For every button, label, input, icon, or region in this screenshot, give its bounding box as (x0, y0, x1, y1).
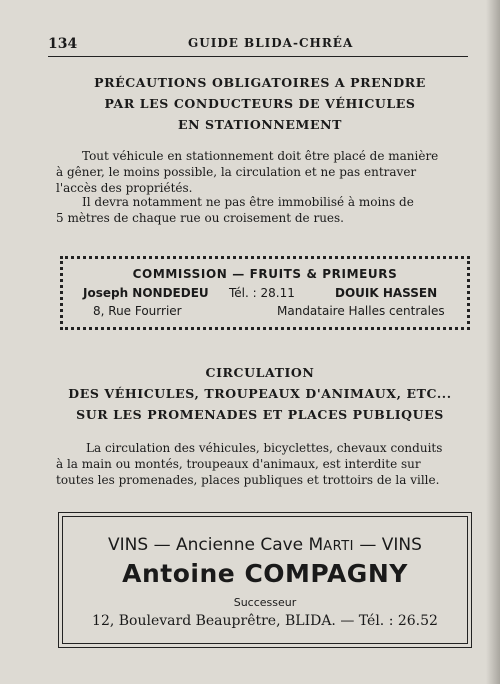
paragraph-line: à la main ou montés, troupeaux d'animaux, est interdite sur (56, 457, 421, 471)
paragraph-line: 5 mètres de chaque rue ou croisement de rues. (56, 211, 344, 225)
paragraph-line: toutes les promenades, places publiques et trottoirs de la ville. (56, 473, 440, 487)
running-head: GUIDE BLIDA-CHRÉA (188, 36, 354, 50)
paragraph-parking-1 (56, 148, 468, 196)
title-line: EN STATIONNEMENT (177, 117, 343, 132)
paragraph-parking-2 (56, 194, 468, 226)
ad-wine-heading-end: — VINS (353, 535, 422, 555)
ad-role: Mandataire Halles centrales (277, 304, 445, 318)
ad-wine-heading (63, 535, 467, 555)
ad-merchant-name: Antoine COMPAGNY (122, 559, 408, 588)
section-title-circulation (50, 362, 470, 425)
ad-phone: Tél. : 28.11 (229, 286, 295, 300)
advertisement-vins-compagny (62, 516, 468, 644)
ad-right-name: DOUIK HASSEN (335, 286, 438, 300)
paragraph-line: l'accès des propriétés. (56, 181, 193, 195)
title-line: PRÉCAUTIONS OBLIGATOIRES A PRENDRE (94, 75, 426, 90)
paragraph-line: Il devra notamment ne pas être immobilisé à moins de (82, 195, 414, 209)
title-line: DES VÉHICULES, TROUPEAUX D'ANIMAUX, ETC... (68, 386, 452, 401)
ad-wine-heading-smallcaps: ARTI (323, 539, 354, 554)
advertisement-fruits-primeurs (60, 256, 470, 330)
ad-successor: Successeur (233, 596, 297, 609)
paragraph-line: La circulation des véhicules, bicyclettes, chevaux conduits (86, 441, 443, 455)
section-title-parking (50, 72, 470, 135)
page-number: 134 (48, 36, 78, 52)
paragraph-circulation (56, 440, 468, 488)
ad-left-name: Joseph NONDEDEU (83, 286, 209, 300)
ad-address-phone: 12, Boulevard Beauprêtre, BLIDA. — Tél. : 26.52 (92, 613, 438, 629)
title-line: SUR LES PROMENADES ET PLACES PUBLIQUES (76, 407, 444, 422)
ad-title: COMMISSION — FRUITS & PRIMEURS (132, 267, 398, 281)
paragraph-line: Tout véhicule en stationnement doit être placé de manière (82, 149, 439, 163)
ad-wine-heading-start: VINS — Ancienne Cave M (108, 535, 324, 555)
page-header (48, 34, 468, 57)
title-line: CIRCULATION (205, 365, 315, 380)
page-edge-shadow (486, 0, 500, 684)
ad-address: 8, Rue Fourrier (93, 304, 182, 318)
title-line: PAR LES CONDUCTEURS DE VÉHICULES (104, 96, 416, 111)
paragraph-line: à gêner, le moins possible, la circulation et ne pas entraver (56, 165, 417, 179)
